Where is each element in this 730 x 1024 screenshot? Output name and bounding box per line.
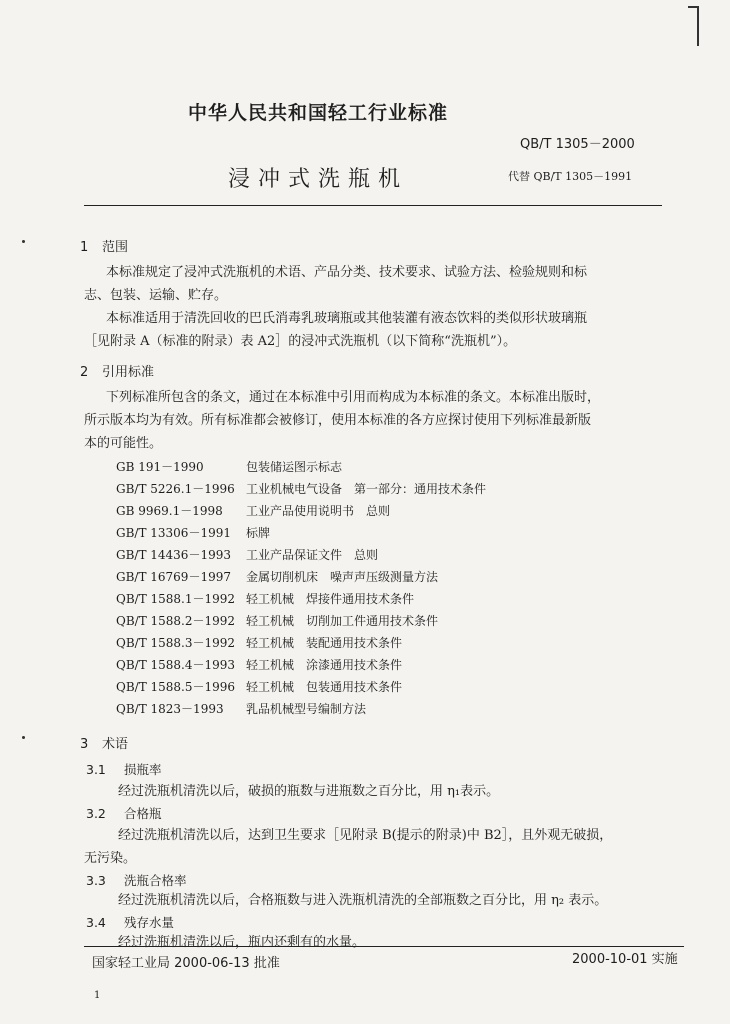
- paragraph-line: 志、包装、运输、贮存。: [84, 288, 228, 303]
- section-number: 2: [80, 365, 89, 380]
- term-heading: 3.1 损瓶率: [86, 762, 162, 777]
- standard-number: QB/T 1305－2000: [520, 137, 635, 152]
- reference-item: GB/T 16769－1997 金属切削机床 噪声声压级测量方法: [116, 570, 439, 584]
- scan-dot: [22, 240, 25, 243]
- term-heading: 3.3 洗瓶合格率: [86, 873, 187, 888]
- section-heading-1: [80, 236, 128, 255]
- reference-item: QB/T 1588.5－1996 轻工机械 包装通用技术条件: [116, 680, 403, 694]
- approval-info: 国家轻工业局 2000-06-13 批准: [92, 956, 280, 971]
- implementation-date: 2000-10-01 实施: [572, 952, 678, 967]
- section-number: 3: [80, 737, 89, 752]
- term-definition: 经过洗瓶机清洗以后，合格瓶数与进入洗瓶机清洗的全部瓶数之百分比，用 η₂ 表示。: [118, 893, 608, 908]
- reference-item: QB/T 1588.1－1992 轻工机械 焊接件通用技术条件: [116, 592, 415, 606]
- term-heading: 3.4 残存水量: [86, 915, 175, 930]
- paragraph-line: 本的可能性。: [84, 436, 163, 451]
- footer-divider: [84, 946, 684, 947]
- section-number: 1: [80, 240, 89, 255]
- section-heading-2: [80, 361, 154, 380]
- paragraph-line: 所示版本均为有效。所有标准都会被修订，使用本标准的各方应探讨使用下列标准最新版: [84, 413, 592, 428]
- section-title: 范围: [102, 240, 129, 255]
- reference-item: GB/T 14436－1993 工业产品保证文件 总则: [116, 548, 379, 562]
- term-definition: 经过洗瓶机清洗以后，达到卫生要求［见附录 B(提示的附录)中 B2］，且外观无破损，: [118, 828, 613, 843]
- reference-item: QB/T 1588.3－1992 轻工机械 装配通用技术条件: [116, 636, 403, 650]
- header-divider: [84, 205, 662, 206]
- term-definition: 无污染。: [84, 851, 137, 866]
- paragraph-line: 下列标准所包含的条文，通过在本标准中引用而构成为本标准的条文。本标准出版时，: [106, 390, 601, 405]
- reference-item: QB/T 1588.2－1992 轻工机械 切削加工件通用技术条件: [116, 614, 439, 628]
- scan-mark: [697, 6, 699, 46]
- page-number: 1: [94, 990, 101, 1001]
- section-title: 引用标准: [102, 365, 155, 380]
- reference-item: QB/T 1588.4－1993 轻工机械 涂漆通用技术条件: [116, 658, 403, 672]
- standard-category-title: 中华人民共和国轻工行业标准: [188, 102, 449, 124]
- paragraph-line: ［见附录 A（标准的附录）表 A2］的浸冲式洗瓶机（以下简称“洗瓶机”）。: [84, 334, 517, 349]
- paragraph-line: 本标准规定了浸冲式洗瓶机的术语、产品分类、技术要求、试验方法、检验规则和标: [106, 265, 588, 280]
- section-title: 术语: [102, 737, 129, 752]
- scan-mark: [688, 6, 698, 8]
- term-definition: 经过洗瓶机清洗以后，瓶内还剩有的水量。: [118, 935, 366, 950]
- reference-item: GB 191－1990 包装储运图示标志: [116, 460, 343, 474]
- paragraph-line: 本标准适用于清洗回收的巴氏消毒乳玻璃瓶或其他装灌有液态饮料的类似形状玻璃瓶: [106, 311, 588, 326]
- reference-item: GB 9969.1－1998 工业产品使用说明书 总则: [116, 504, 391, 518]
- term-definition: 经过洗瓶机清洗以后，破损的瓶数与进瓶数之百分比，用 η₁表示。: [118, 784, 500, 799]
- reference-item: QB/T 1823－1993 乳品机械型号编制方法: [116, 702, 367, 716]
- term-heading: 3.2 合格瓶: [86, 806, 162, 821]
- reference-item: GB/T 5226.1－1996 工业机械电气设备 第一部分：通用技术条件: [116, 482, 487, 496]
- reference-item: GB/T 13306－1991 标牌: [116, 526, 271, 540]
- scan-dot: [22, 736, 25, 739]
- document-title: 浸冲式洗瓶机: [228, 167, 409, 192]
- section-heading-3: [80, 733, 128, 752]
- replaces-standard: 代替 QB/T 1305－1991: [508, 170, 633, 183]
